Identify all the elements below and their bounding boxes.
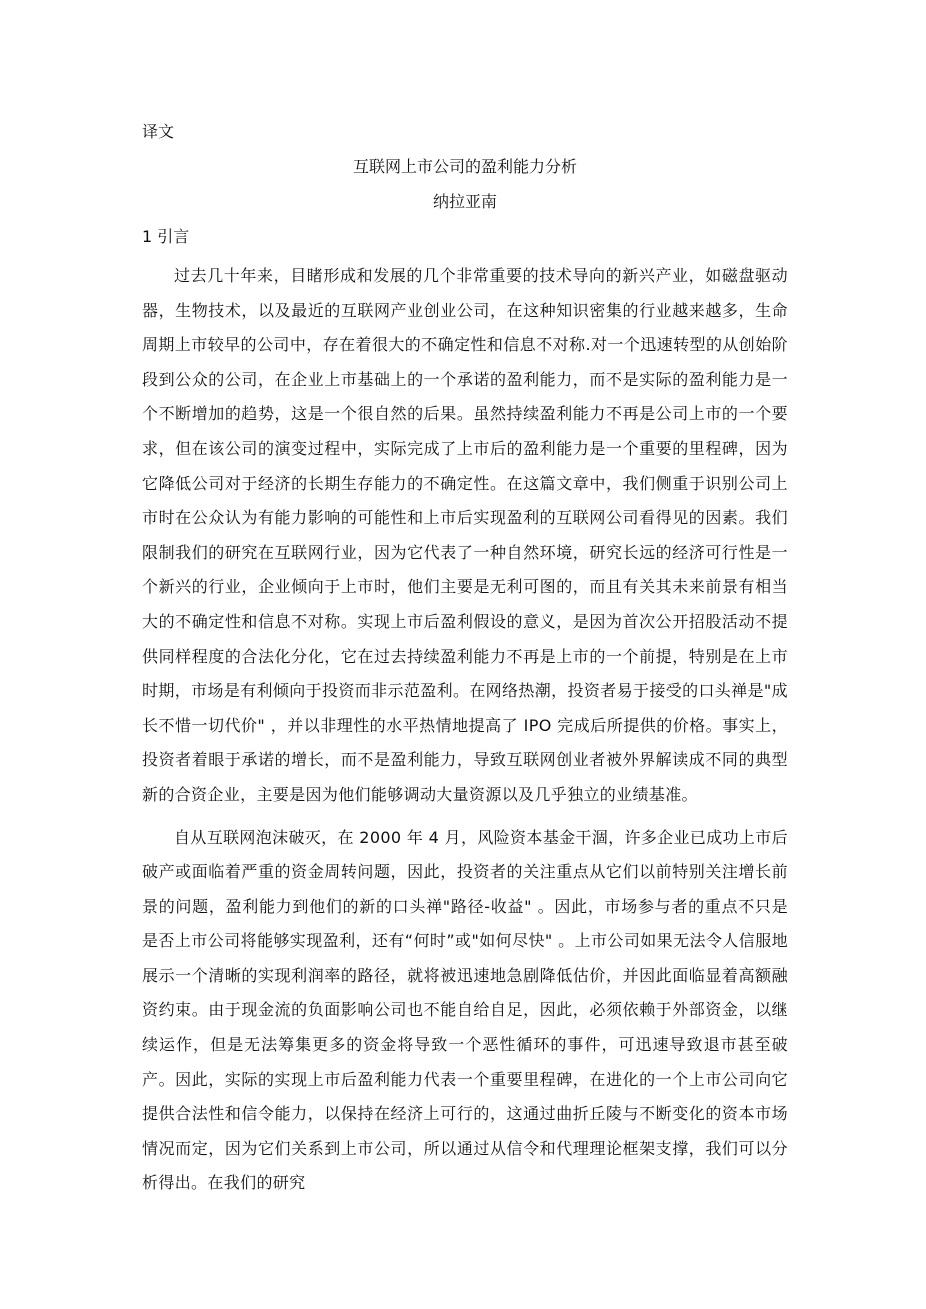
paragraph-1: 过去几十年来，目睹形成和发展的几个非常重要的技术导向的新兴产业，如磁盘驱动器，生物技术，以及最近的互联网产业创业公司，在这种知识密集的行业越来越多，生命周期上市较早的公司中，存在着很大的不确定性和信息不对称.对一个迅速转型的从创始阶段到公众的公司，在企业上市基础上的一个承诺的盈利能力，而不是实际的盈利能力是一个不断增加的趋势，这是一个很自然的后果。虽然持续盈利能力不再是公司上市的一个要求，但在该公司的演变过程中，实际完成了上市后的盈利能力是一个重要的里程碑，因为它降低公司对于经济的长期生存能力的不确定性。在这篇文章中，我们侧重于识别公司上市时在公众认为有能力影响的可能性和上市后实现盈利的互联网公司看得见的因素。我们限制我们的研究在互联网行业，因为它代表了一种自然环境，研究长远的经济可行性是一个新兴的行业，企业倾向于上市时，他们主要是无利可图的，而且有关其未来前景有相当大的不确定性和信息不对称。实现上市后盈利假设的意义，是因为首次公开招股活动不提供同样程度的合法化分化，它在过去持续盈利能力不再是上市的一个前提，特别是在上市时期，市场是有利倾向于投资而非示范盈利。在网络热潮，投资者易于接受的口头禅是"成长不惜一切代价" ，并以非理性的水平热情地提高了 IPO 完成后所提供的价格。事实上，投资者着眼于承诺的增长，而不是盈利能力，导致互联网创业者被外界解读成不同的典型新的合资企业，主要是因为他们能够调动大量资源以及几乎独立的业绩基准。 xyxy=(142,266,788,804)
paragraph-2: 自从互联网泡沫破灭，在 2000 年 4 月，风险资本基金干涸，许多企业已成功上市后破产或面临着严重的资金周转问题，因此，投资者的关注重点从它们以前特别关注增长前景的问题，盈利能力到他们的新的口头禅"路径-收益" 。因此，市场参与者的重点不只是是否上市公司将能够实现盈利，还有“何时”或"如何尽快" 。上市公司如果无法令人信服地展示一个清晰的实现利润率的路径，就将被迅速地急剧降低估价，并因此面临显着高额融资约束。由于现金流的负面影响公司也不能自给自足，因此，必须依赖于外部资金，以继续运作，但是无法筹集更多的资金将导致一个恶性循环的事件，可迅速导致退市甚至破产。因此，实际的实现上市后盈利能力代表一个重要里程碑，在进化的一个上市公司向它提供合法性和信令能力，以保持在经济上可行的，这通过曲折丘陵与不断变化的资本市场情况而定，因为它们关系到上市公司，所以通过从信令和代理理论框架支撑，我们可以分析得出。在我们的研究 xyxy=(142,827,788,1193)
section-heading: 1 引言 xyxy=(142,227,190,246)
translation-label: 译文 xyxy=(142,122,175,141)
document-title: 互联网上市公司的盈利能力分析 xyxy=(352,157,577,176)
author-name: 纳拉亚南 xyxy=(432,192,497,211)
document-page xyxy=(142,118,788,1201)
